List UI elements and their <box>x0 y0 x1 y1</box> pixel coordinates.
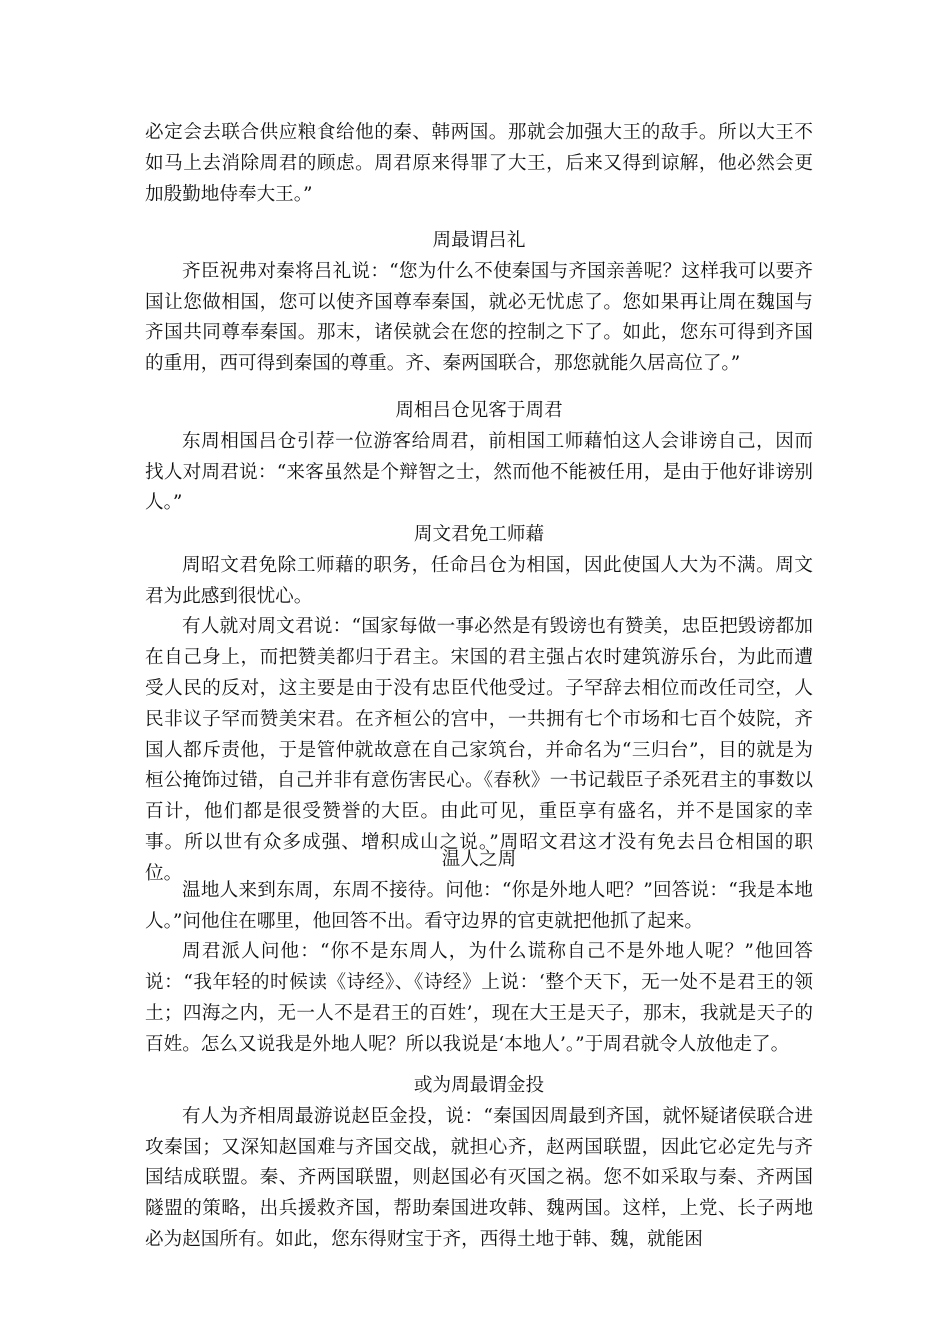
section-wen-ren-zhi-zhou <box>145 845 813 1061</box>
continuation-block <box>145 118 813 210</box>
section-paragraph: 温地人来到东周，东周不接待。问他：“你是外地人吧？”回答说：“我是本地人。”问他住在哪里，他回答不出。看守边界的官吏就把他抓了起来。 <box>145 879 813 932</box>
section-paragraph: 有人为齐相周最游说赵臣金投，说：“秦国因周最到齐国，就怀疑诸侯联合进攻秦国；又深知赵国难与齐国交战，就担心齐，赵两国联盟，因此它必定先与齐国结成联盟。秦、齐两国联盟，则赵国必有灭国之祸。您不如采取与秦、齐两国隧盟的策略，出兵援救齐国，帮助秦国进攻韩、魏两国。这样，上党、长子两地必为赵国所有。如此，您东得财宝于齐，西得土地于韩、魏，就能困 <box>145 1105 813 1250</box>
section-paragraph: 有人就对周文君说：“国家每做一事必然是有毁谤也有赞美，忠臣把毁谤都加在自己身上，而把赞美都归于君主。宋国的君主强占农时建筑游乐台，为此而遭受人民的反对，这主要是由于没有忠臣代他受过。子罕辞去相位而改任司空，人民非议子罕而赞美宋君。在齐桓公的宫中，一共拥有七个市场和七百个妓院，齐国人都斥责他，于是管仲就故意在自己家筑台，并命名为“三归台”，目的就是为桓公掩饰过错，自己并非有意伤害民心。《春秋》一书记载臣子杀死君主的事数以百计，他们都是很受赞誉的大臣。由此可见，重臣享有盛名，并不是国家的幸事。所以世有众多成强、增积成山之说。”周昭文君这才没有免去吕仓相国的职位。 <box>145 616 813 884</box>
section-title: 或为周最谓金投 <box>413 1075 545 1096</box>
section-paragraph: 齐臣祝弗对秦将吕礼说：“您为什么不使秦国与齐国亲善呢？这样我可以要齐国让您做相国，您可以使齐国尊奉秦国，就必无忧虑了。您如果再让周在魏国与齐国共同尊奉秦国。那末，诸侯就会在您的控制之下了。如此，您东可得到齐国的重用，西可得到秦国的尊重。齐、秦两国联合，那您就能久居高位了。” <box>145 260 813 375</box>
section-title: 周最谓吕礼 <box>432 230 526 251</box>
section-zhou-wen-jun <box>145 520 813 890</box>
section-zhou-xiang-lv-cang <box>145 396 813 519</box>
continuation-paragraph: 必定会去联合供应粮食给他的秦、韩两国。那就会加强大王的敌手。所以大王不如马上去消除周君的顾虑。周君原来得罪了大王，后来又得到谅解，他必然会更加殷勤地侍奉大王。” <box>145 122 813 205</box>
section-paragraph: 周君派人问他：“你不是东周人，为什么谎称自己不是外地人呢？”他回答说：“我年轻的时候读《诗经》、《诗经》上说：‘整个天下，无一处不是君王的领土；四海之内，无一人不是君王的百姓’，现在大王是天子，那末，我就是天子的百姓。怎么又说我是外地人呢？所以我说是‘本地人’。”于周君就令人放他走了。 <box>145 941 813 1055</box>
section-huo-wei-zhou-zui <box>145 1071 813 1256</box>
section-title: 温人之周 <box>441 849 517 870</box>
section-title: 周文君免工师藉 <box>413 524 545 545</box>
section-paragraph: 周昭文君免除工师藉的职务，任命吕仓为相国，因此使国人大为不满。周文君为此感到很忧心。 <box>145 554 813 607</box>
section-zhou-zui-wei-lv-li <box>145 226 813 380</box>
section-paragraph: 东周相国吕仓引荐一位游客给周君，前相国工师藉怕这人会诽谤自己，因而找人对周君说：“来客虽然是个辩智之士，然而他不能被任用，是由于他好诽谤别人。” <box>145 430 813 514</box>
section-title: 周相吕仓见客于周君 <box>395 400 563 421</box>
